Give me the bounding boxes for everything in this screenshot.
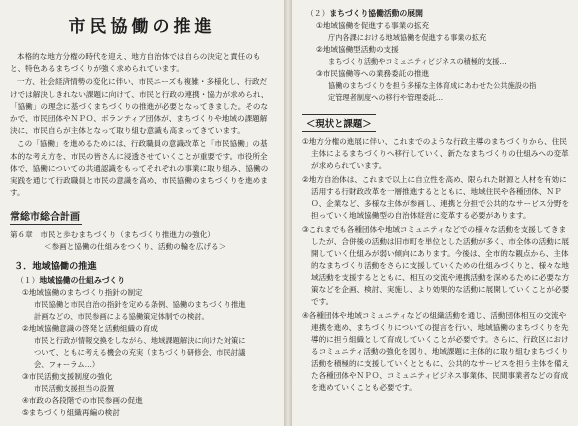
subsection-heading: ３．地域協働の推進 bbox=[14, 261, 97, 273]
list-item-detail: 協働のまちづくりを担う多様な主体育成にあわせた公共施設の指 bbox=[328, 81, 537, 90]
list-item-detail: 市民と行政が情報交換をしながら、地域課題解決に向けた対策に bbox=[34, 336, 246, 346]
right-page bbox=[292, 0, 578, 426]
list-item-detail: 計画などの、市民参画による協働策定体制での検討。 bbox=[34, 312, 209, 322]
plan-chapter: 第６章 市民と歩むまちづくり（まちづくり推進力の強化） bbox=[10, 230, 215, 240]
page-title: 市民協働の推進 bbox=[68, 17, 216, 37]
list-item-detail: 市民活動支援担当の設置 bbox=[34, 384, 115, 394]
heading-number: （２） bbox=[306, 9, 330, 18]
paragraph: 一方、社会経済情勢の変化に伴い、市民ニーズも複雑・多様化し、行政だけでは解決しきれない課題に向けて、市民と行政の連携・協力が求められ、「協働」の理念に基づくまちづくりの推進が必要となってきました。そのなかで、市民団体やＮＰＯ、ボランティア団体が、まちづくりや地域の課題解決に、市民自らが主体となって取り組む意識も高まってきています。 bbox=[10, 77, 269, 136]
section-heading: 常総市総合計画 bbox=[10, 208, 82, 225]
plan-subtitle: ＜参画と協働の仕組みをつくり、活動の輪を広げる＞ bbox=[44, 242, 227, 252]
list-item: ②地域協働型活動の支援 bbox=[316, 45, 399, 54]
list-item: ①地域協働を促進する事業の拡充 bbox=[316, 21, 430, 30]
list-item-detail: 会、フォーラム…） bbox=[34, 360, 100, 370]
status-issues-heading: ＜現状と課題＞ bbox=[302, 114, 376, 132]
left-page bbox=[0, 0, 284, 426]
list-item-detail: まちづくり活動やコミュニティビジネスの積極的支援… bbox=[328, 57, 507, 66]
intro-paragraphs bbox=[10, 51, 274, 199]
paragraph: 本格的な地方分権の時代を迎え、地方自治体では自らの決定と責任のもと、特色あるまちづくりが強く求められています。 bbox=[10, 52, 261, 74]
list-item: ③市民協働等への業務委託の推進 bbox=[316, 69, 430, 78]
list-item: ⑤まちづくり組織再編の検討 bbox=[22, 408, 120, 418]
sub-subsection-heading bbox=[306, 8, 570, 20]
issue-point: ④各種団体や地域コミュニティなどの組織活動を通じ、活動団体相互の交流や連携を進め、まちづくりについての提言を行い、地域協働のまちづくりを先導的に担う組織として育成していくことが必要です。さらに、行政区におけるコミュニティ活動の強化を図り、地域課題に主体的に取り組むまちづくり活動を積極的に支援していくとともに、公共的なサービスを担う主体を備えた各種団体やＮＰＯ、コミュニティビジネス事業体、民間事業者などの育成を進めていくことも必要です。 bbox=[302, 311, 570, 392]
list-item-detail: 定管理者制度への移行や管理委託… bbox=[328, 93, 444, 102]
list-item: ④市政の各段階での市民参画の促進 bbox=[22, 396, 143, 406]
list-item-detail: ついて、ともに考える機会の充実（まちづくり研修会、市民討議 bbox=[34, 348, 246, 358]
list-item: ③市民活動支援制度の強化 bbox=[22, 372, 113, 382]
list-item: ①地域協働のまちづくり指針の制定 bbox=[22, 288, 143, 298]
issue-point: ②地方自治体は、これまで以上に自立性を高め、限られた財源と人材を有効に活用する行財政改革を一層推進するとともに、地域住民や各種団体、ＮＰＯ、企業など、多様な主体が参画し、連携と分担で公共的なサービス分野を担っていく地域協働型の自治体経営に変革する必要があります。 bbox=[302, 175, 570, 220]
list-item: ②地域協働意識の啓発と活動組織の育成 bbox=[22, 324, 158, 334]
heading-number: （１） bbox=[16, 276, 40, 286]
book-gutter bbox=[284, 0, 292, 426]
issue-point: ①地方分権の進展に伴い、これまでのような行政主導のまちづくりから、住民主体によるまちづくりへ移行していく、新たなまちづくりの仕組みへの変革が求められています。 bbox=[302, 137, 569, 170]
paragraph: この「協働」を進めるためには、行政職員の意識改革と「市民協働」の基本的な考え方を、市民の皆さんに浸透させていくことが重要です。市役所全体で、協働についての共通認識をもってそれぞれの事業に取り組み、協働の実践を通じて行政職員と市民の意識を高め、市民協働のまちづくりを進めます。 bbox=[10, 139, 269, 198]
heading-text: まちづくり協働活動の展開 bbox=[329, 9, 423, 18]
sub-subsection-heading bbox=[16, 275, 274, 287]
heading-text: 地域協働の仕組みづくり bbox=[39, 276, 125, 286]
list-item-detail: 庁内各課における地域協働を促進する事業の拡充 bbox=[328, 33, 487, 42]
issue-point: ③これまでも各種団体や地域コミュニティなどでの様々な活動を支援してきましたが、合併後の活動は旧市町を単位とした活動が多く、市全体の活動に展開していく仕組みが弱い傾向にあります。今後は、全市的な観点から、主体的なまちづくり活動をさらに支援していくための仕組みづくりと、様々な地域活動を支援するとともに、相互の交流や連携活動を深めるために必要な方策などを企画、検討、実施し、より効果的な活動に展開していくことが必要です。 bbox=[302, 225, 570, 306]
list-item-detail: 市民協働と市民自治の指針を定める条例、協働のまちづくり推進 bbox=[34, 300, 246, 310]
